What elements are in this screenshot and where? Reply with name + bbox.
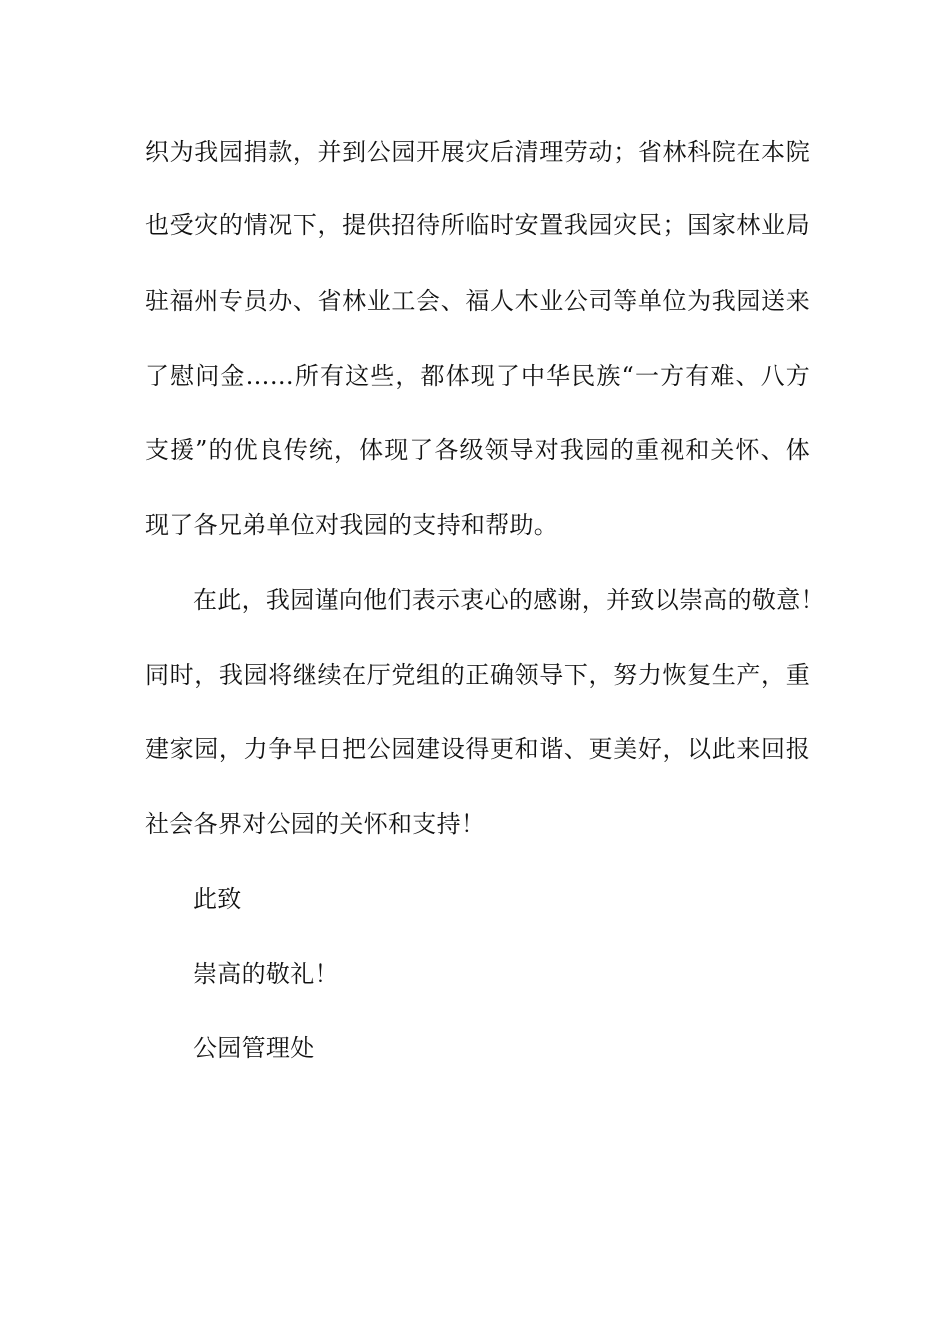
text-line: 织为我园捐款，并到公园开展灾后清理劳动；省林科院在本院: [145, 138, 810, 166]
text-line: 了慰问金……所有这些，都体现了中华民族“一方有难、八方: [145, 362, 810, 390]
closing: 此致: [193, 885, 242, 913]
salutation: 崇高的敬礼！: [193, 960, 339, 988]
text-line: 支援”的优良传统，体现了各级领导对我园的重视和关怀、体: [145, 436, 810, 464]
paragraph-first-line: 在此，我园谨向他们表示衷心的感谢，并致以崇高的敬意！: [193, 586, 825, 614]
text-line: 社会各界对公园的关怀和支持！: [145, 810, 486, 838]
text-line: 建家园，力争早日把公园建设得更和谐、更美好，以此来回报: [145, 735, 810, 763]
text-line: 现了各兄弟单位对我园的支持和帮助。: [145, 511, 559, 539]
text-line: 同时，我园将继续在厅党组的正确领导下，努力恢复生产，重: [145, 661, 810, 689]
signature: 公园管理处: [193, 1034, 315, 1062]
text-line: 驻福州专员办、省林业工会、福人木业公司等单位为我园送来: [145, 287, 810, 315]
text-line: 也受灾的情况下，提供招待所临时安置我园灾民；国家林业局: [145, 211, 810, 239]
